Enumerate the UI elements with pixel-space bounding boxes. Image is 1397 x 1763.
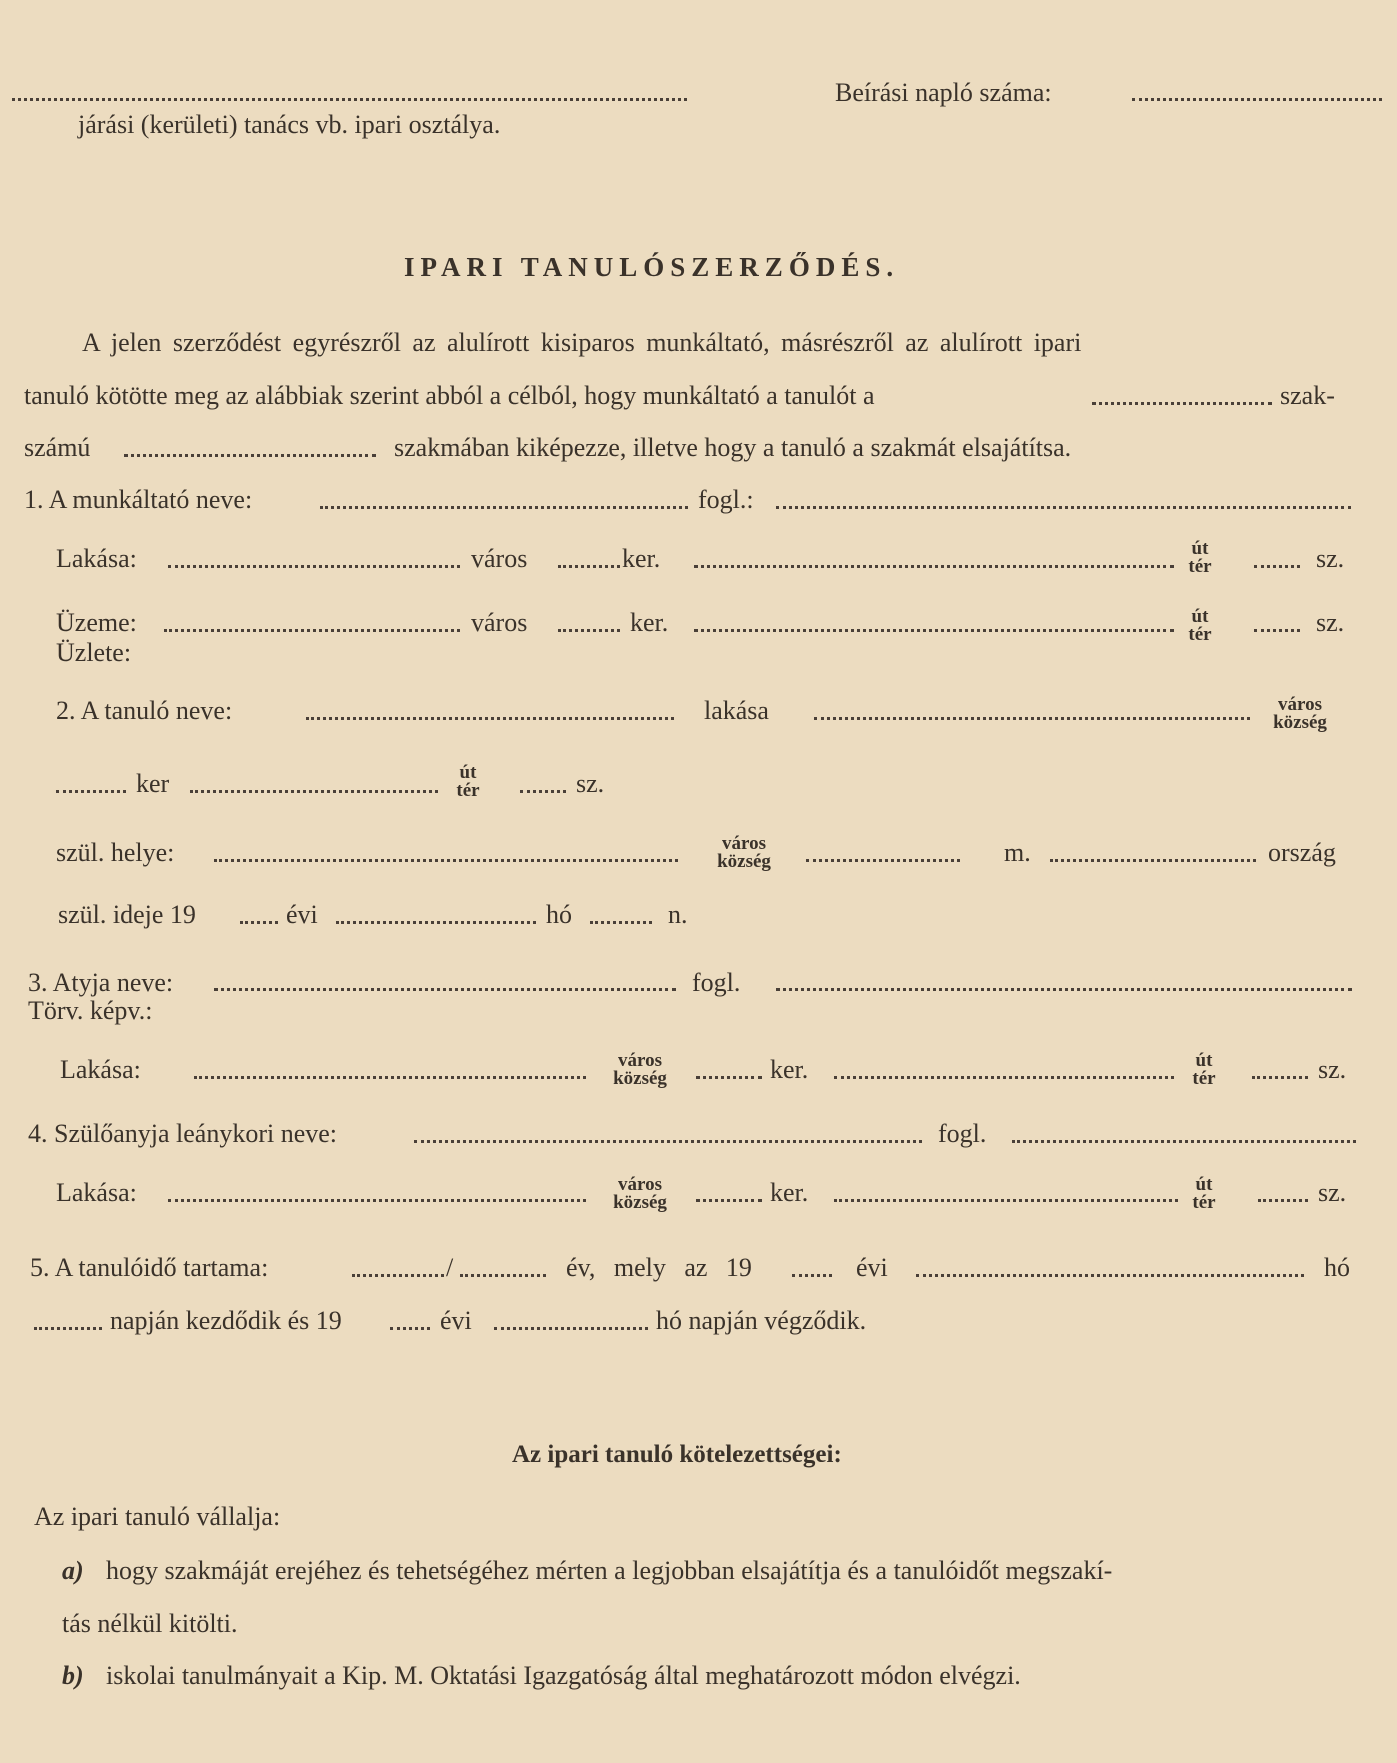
birth-month-field[interactable] [336, 921, 536, 924]
mother-residence-settlement-type [600, 1176, 680, 1212]
student-residence-field[interactable] [814, 717, 1250, 720]
mother-district-number-field[interactable] [696, 1199, 762, 1202]
birth-country-field[interactable] [1050, 859, 1256, 862]
start-month-field[interactable] [916, 1274, 1304, 1277]
mother-name-label: 4. Szülőanyja leánykori neve: [28, 1119, 338, 1148]
mother-occupation-field[interactable] [1012, 1140, 1356, 1143]
employer-residence-label: Lakása: [56, 544, 137, 573]
employer-workshop-field[interactable] [164, 629, 460, 632]
employer-shop-label: Üzlete: [56, 638, 132, 667]
intro-line-3-start: számú [24, 433, 91, 462]
birth-day-label: n. [668, 900, 688, 929]
mother-residence-label: Lakása: [56, 1178, 137, 1207]
ter-label: tér [1192, 1192, 1216, 1214]
employer-name-field[interactable] [320, 506, 688, 509]
father-house-number-field[interactable] [1252, 1076, 1308, 1079]
employer-workshop-street-type [1180, 608, 1220, 644]
father-name-label: 3. Atyja neve: [28, 968, 174, 997]
ut-label: út [1191, 606, 1209, 627]
ut-label: út [1195, 1174, 1213, 1195]
employer-workshop-label: Üzeme: [56, 608, 137, 637]
birth-year-field[interactable] [240, 921, 278, 924]
ter-label: tér [1188, 624, 1212, 646]
employer-residence-city-label: város [471, 544, 528, 573]
document-title: IPARI TANULÓSZERZŐDÉS. [404, 252, 900, 282]
trade-field-1[interactable] [1092, 402, 1272, 405]
employer-residence-number-field[interactable] [1254, 565, 1300, 568]
father-street-type [1184, 1052, 1224, 1088]
county-label: m. [1004, 838, 1031, 867]
ter-label: tér [456, 780, 480, 802]
employer-residence-field[interactable] [168, 565, 460, 568]
intro-line-2-end: szak- [1280, 381, 1335, 410]
end-year-field[interactable] [390, 1327, 430, 1330]
birth-date-label: szül. ideje 19 [58, 900, 196, 929]
ut-label: út [459, 762, 477, 783]
obligation-a-line-1: hogy szakmáját erejéhez és tehetségéhez mérten a legjobban elsajátítja és a tanulóidőt megszakí- [106, 1556, 1113, 1585]
mother-house-number-field[interactable] [1258, 1199, 1308, 1202]
start-day-label: napján kezdődik és 19 [110, 1306, 342, 1335]
mother-street-field[interactable] [834, 1199, 1178, 1202]
father-district-label: ker. [770, 1055, 809, 1084]
mother-name-field[interactable] [414, 1140, 922, 1143]
duration-label: 5. A tanulóidő tartama: [30, 1253, 269, 1282]
start-day-field[interactable] [34, 1327, 102, 1330]
birth-place-settlement-type [704, 835, 784, 871]
mother-street-type [1184, 1176, 1224, 1212]
father-residence-settlement-type [600, 1052, 680, 1088]
birth-place-label: szül. helye: [56, 838, 175, 867]
employer-workshop-city-label: város [471, 608, 528, 637]
obligation-a-line-2: tás nélkül kitölti. [62, 1609, 238, 1638]
ter-label: tér [1188, 556, 1212, 578]
employer-residence-street-type [1180, 540, 1220, 576]
kozseg-label: község [717, 851, 771, 873]
birth-day-field[interactable] [590, 921, 652, 924]
ut-label: út [1195, 1050, 1213, 1071]
birth-month-label: hó [546, 900, 572, 929]
employer-occupation-label: fogl.: [698, 485, 754, 514]
employer-residence-street-field[interactable] [694, 565, 1174, 568]
country-label: ország [1268, 838, 1336, 867]
birth-county-field[interactable] [806, 859, 960, 862]
employer-residence-district-field[interactable] [558, 565, 620, 568]
intro-line-2: tanuló kötötte meg az alábbiak szerint abból a célból, hogy munkáltató a tanulót a [24, 381, 875, 410]
duration-months-field[interactable] [460, 1274, 546, 1277]
employer-workshop-number-label: sz. [1316, 608, 1345, 637]
varos-label: város [722, 833, 766, 854]
father-name-field[interactable] [214, 988, 676, 991]
birth-place-field[interactable] [214, 859, 678, 862]
obligations-heading: Az ipari tanuló kötelezettségei: [512, 1441, 842, 1468]
student-street-field[interactable] [190, 790, 438, 793]
council-label: járási (kerületi) tanács vb. ipari osztálya. [78, 110, 501, 139]
ut-label: út [1191, 538, 1209, 559]
employer-workshop-street-field[interactable] [694, 629, 1174, 632]
birth-year-suffix: évi [286, 900, 318, 929]
father-residence-field[interactable] [194, 1076, 586, 1079]
obligations-intro: Az ipari tanuló vállalja: [34, 1502, 281, 1531]
student-name-label: 2. A tanuló neve: [56, 696, 233, 725]
father-street-field[interactable] [834, 1076, 1174, 1079]
student-residence-settlement-type [1260, 696, 1340, 732]
duration-slash: / [446, 1253, 454, 1282]
employer-workshop-district-field[interactable] [558, 629, 620, 632]
guardian-label: Törv. képv.: [28, 996, 153, 1025]
journal-number-label: Beírási napló száma: [835, 78, 1052, 107]
kozseg-label: község [613, 1068, 667, 1090]
start-year-label: év, mely az 19 [566, 1253, 752, 1282]
obligation-a-marker: a) [62, 1556, 84, 1585]
student-street-type [448, 764, 488, 800]
end-date-label: hó napján végződik. [656, 1306, 867, 1335]
start-month-label: hó [1324, 1253, 1350, 1282]
kozseg-label: község [613, 1192, 667, 1214]
varos-label: város [618, 1174, 662, 1195]
student-house-number-field[interactable] [520, 790, 566, 793]
kozseg-label: község [1273, 712, 1327, 734]
father-occupation-label: fogl. [692, 968, 741, 997]
intro-line-1: A jelen szerződést egyrészről az alulírott kisiparos munkáltató, másrészről az alulírott ipari [82, 328, 1082, 357]
employer-workshop-district-label: ker. [630, 608, 669, 637]
employer-occupation-field[interactable] [776, 506, 1351, 509]
varos-label: város [1278, 694, 1322, 715]
employer-name-label: 1. A munkáltató neve: [24, 485, 253, 514]
employer-workshop-number-field[interactable] [1254, 629, 1300, 632]
mother-district-label: ker. [770, 1178, 809, 1207]
obligation-b-line-1: iskolai tanulmányait a Kip. M. Oktatási Igazgatóság által meghatározott módon elvégzi. [106, 1661, 1021, 1690]
employer-residence-number-label: sz. [1316, 544, 1345, 573]
father-district-number-field[interactable] [696, 1076, 762, 1079]
trade-number-field[interactable] [124, 454, 376, 457]
father-residence-label: Lakása: [60, 1055, 141, 1084]
varos-label: város [618, 1050, 662, 1071]
council-name-field[interactable] [12, 98, 687, 101]
student-district-label: ker [136, 769, 170, 798]
journal-number-field[interactable] [1132, 98, 1382, 101]
employer-residence-district-label: ker. [622, 544, 661, 573]
mother-occupation-label: fogl. [938, 1119, 987, 1148]
father-house-number-label: sz. [1318, 1055, 1347, 1084]
obligation-b-marker: b) [62, 1661, 84, 1690]
start-year-field[interactable] [792, 1274, 832, 1277]
mother-residence-field[interactable] [168, 1199, 586, 1202]
student-residence-label: lakása [704, 696, 769, 725]
father-occupation-field[interactable] [776, 988, 1352, 991]
start-year-suffix: évi [856, 1253, 888, 1282]
duration-years-field[interactable] [352, 1274, 444, 1277]
student-district-number-field[interactable] [56, 790, 126, 793]
student-house-number-label: sz. [576, 769, 605, 798]
intro-line-3: szakmában kiképezze, illetve hogy a tanuló a szakmát elsajátítsa. [394, 433, 1072, 462]
mother-house-number-label: sz. [1318, 1178, 1347, 1207]
end-month-field[interactable] [494, 1327, 648, 1330]
student-name-field[interactable] [306, 717, 674, 720]
end-year-suffix: évi [440, 1306, 472, 1335]
ter-label: tér [1192, 1068, 1216, 1090]
